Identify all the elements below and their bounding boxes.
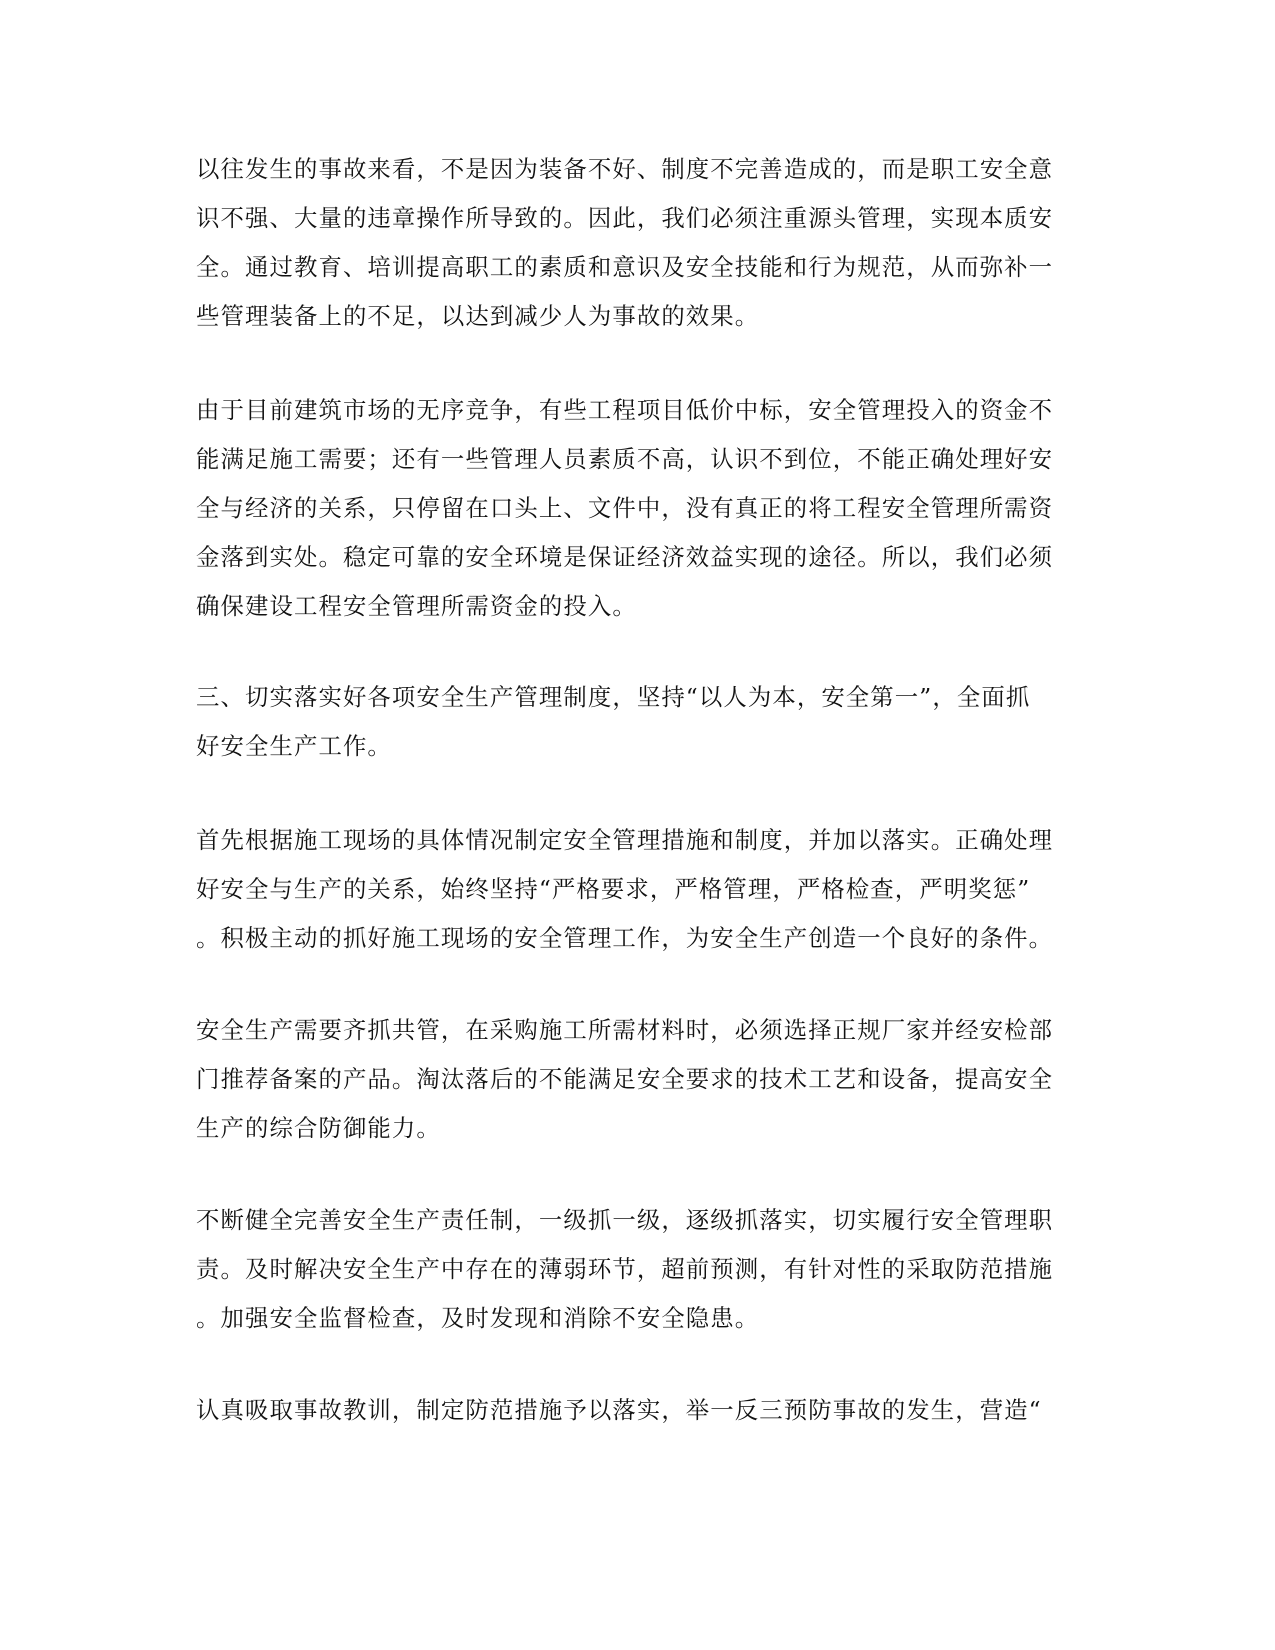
text-line: 确保建设工程安全管理所需资金的投入。 — [196, 592, 637, 620]
text-line: 以往发生的事故来看，不是因为装备不好、制度不完善造成的，而是职工安全意 — [196, 155, 1054, 183]
text-line: 三、切实落实好各项安全生产管理制度，坚持“以人为本，安全第一”，全面抓 — [196, 683, 1031, 711]
text-line: 好安全与生产的关系，始终坚持“严格要求，严格管理，严格检查，严明奖惩” — [196, 875, 1031, 903]
text-line: 全与经济的关系，只停留在口头上、文件中，没有真正的将工程安全管理所需资 — [196, 494, 1054, 522]
paragraph-7 — [196, 1386, 1076, 1435]
text-line: 识不强、大量的违章操作所导致的。因此，我们必须注重源头管理，实现本质安 — [196, 204, 1054, 232]
paragraph-1 — [196, 145, 1076, 341]
text-line: 。加强安全监督检查，及时发现和消除不安全隐患。 — [196, 1304, 760, 1332]
text-line: 全。通过教育、培训提高职工的素质和意识及安全技能和行为规范，从而弥补一 — [196, 253, 1054, 281]
paragraph-3 — [196, 673, 1076, 771]
paragraph-2 — [196, 386, 1076, 631]
text-line: 认真吸取事故教训，制定防范措施予以落实，举一反三预防事故的发生，营造“ — [196, 1396, 1042, 1424]
text-line: 能满足施工需要；还有一些管理人员素质不高，认识不到位，不能正确处理好安 — [196, 445, 1054, 473]
text-line: 门推荐备案的产品。淘汰落后的不能满足安全要求的技术工艺和设备，提高安全 — [196, 1065, 1054, 1093]
text-line: 。积极主动的抓好施工现场的安全管理工作，为安全生产创造一个良好的条件。 — [196, 924, 1054, 952]
text-line: 由于目前建筑市场的无序竞争，有些工程项目低价中标，安全管理投入的资金不 — [196, 396, 1054, 424]
text-line: 些管理装备上的不足，以达到减少人为事故的效果。 — [196, 302, 760, 330]
paragraph-5 — [196, 1006, 1076, 1153]
text-line: 不断健全完善安全生产责任制，一级抓一级，逐级抓落实，切实履行安全管理职 — [196, 1206, 1054, 1234]
text-line: 安全生产需要齐抓共管，在采购施工所需材料时，必须选择正规厂家并经安检部 — [196, 1016, 1054, 1044]
text-line: 好安全生产工作。 — [196, 732, 392, 760]
text-line: 生产的综合防御能力。 — [196, 1114, 441, 1142]
text-line: 金落到实处。稳定可靠的安全环境是保证经济效益实现的途径。所以，我们必须 — [196, 543, 1054, 571]
text-line: 责。及时解决安全生产中存在的薄弱环节，超前预测，有针对性的采取防范措施 — [196, 1255, 1054, 1283]
paragraph-4 — [196, 816, 1076, 963]
text-line: 首先根据施工现场的具体情况制定安全管理措施和制度，并加以落实。正确处理 — [196, 826, 1054, 854]
paragraph-6 — [196, 1196, 1076, 1343]
